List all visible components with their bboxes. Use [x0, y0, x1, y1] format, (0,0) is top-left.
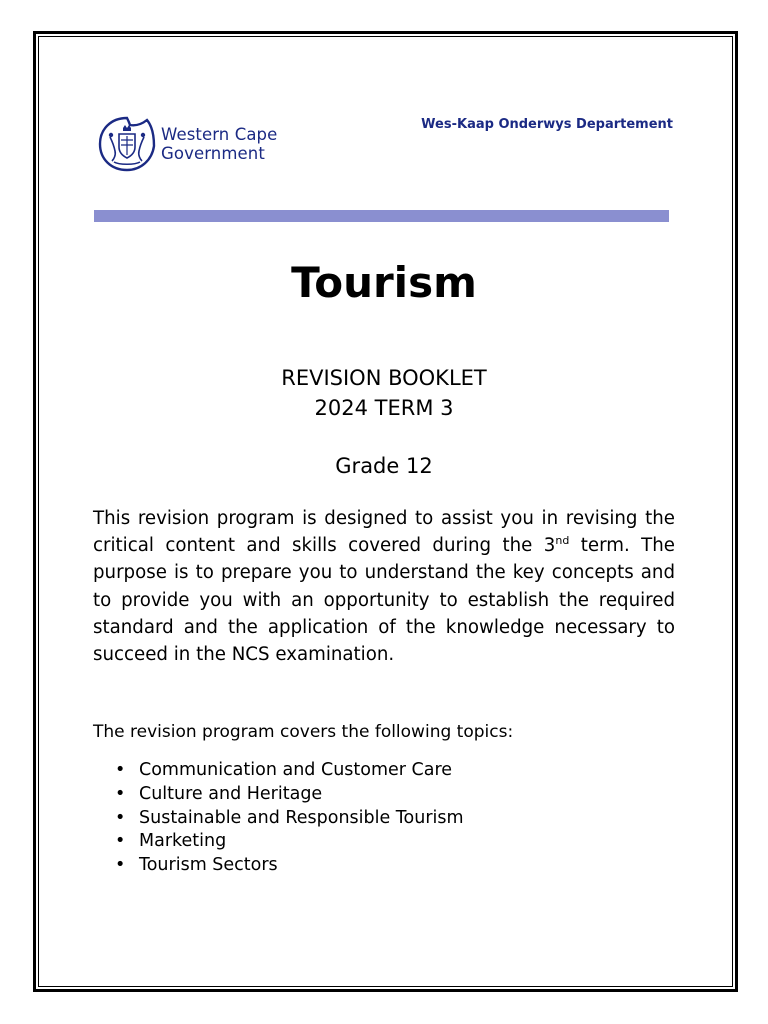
department-name: Wes-Kaap Onderwys Departement: [421, 117, 673, 132]
bullet-icon: •: [115, 783, 126, 804]
topic-text: Communication and Customer Care: [139, 760, 453, 780]
bullet-icon: •: [115, 760, 126, 780]
bullet-icon: •: [115, 831, 126, 852]
topic-text: Culture and Heritage: [139, 783, 323, 804]
coat-of-arms-crest-icon: [97, 115, 157, 173]
bullet-icon: •: [115, 807, 126, 828]
subtitle-revision-booklet: REVISION BOOKLET: [281, 366, 487, 390]
grade-label: Grade 12: [335, 454, 433, 478]
intro-paragraph-part2: term. The purpose is to prepare you to understand the key concepts and to provide you with an opportunity to establish the required standard and the application of the knowledge necessary to succeed in the NCS examination.: [93, 535, 675, 666]
header-divider-bar: [94, 210, 669, 222]
logo-line-1: Western Cape: [161, 125, 278, 144]
document-title: Tourism: [291, 258, 477, 307]
list-item: [112, 854, 464, 878]
topic-text: Sustainable and Responsible Tourism: [139, 807, 464, 828]
topics-list: [112, 759, 464, 878]
topic-text: Tourism Sectors: [139, 855, 278, 876]
list-item: [112, 807, 464, 831]
list-item: [112, 783, 464, 807]
list-item: [112, 759, 464, 783]
ordinal-suffix: nd: [555, 534, 570, 548]
logo-line-2: Government: [161, 144, 265, 163]
topics-intro: The revision program covers the following topics:: [93, 722, 514, 742]
western-cape-government-logo: [97, 115, 277, 173]
logo-text: [161, 125, 277, 163]
list-item: [112, 830, 464, 854]
subtitle-term: 2024 TERM 3: [314, 396, 454, 420]
topic-text: Marketing: [139, 831, 227, 852]
intro-paragraph-part1: This revision program is designed to assist you in revising the critical content and skills covered during the 3: [93, 508, 675, 557]
bullet-icon: •: [115, 855, 126, 876]
intro-paragraph: [93, 505, 675, 668]
